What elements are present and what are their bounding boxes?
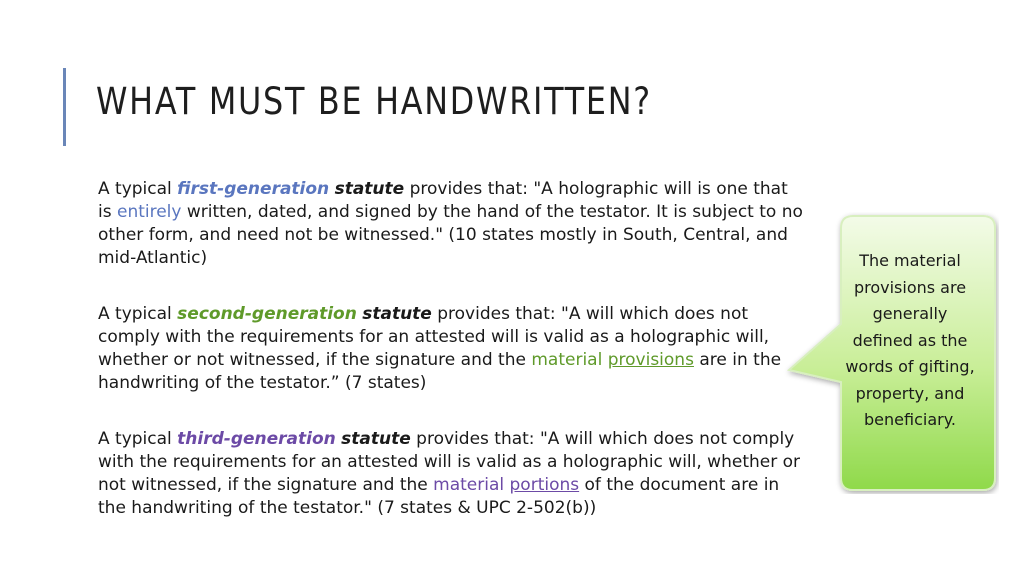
paragraph-third-generation <box>98 428 803 520</box>
text-run: provides that: "A holographic will is one that is <box>98 179 788 222</box>
statute-term: statute <box>362 304 432 324</box>
callout-text: The material provisions are generally defined as the words of gifting, property, and beneficiary. <box>845 251 975 429</box>
text-run: A typical <box>98 304 178 324</box>
portions-term: portions <box>509 475 580 495</box>
text-run: are in the handwriting of the testator.” (7 states) <box>98 350 782 393</box>
text-run: A typical <box>98 429 178 449</box>
slide-title: WHAT MUST BE HANDWRITTEN? <box>96 80 652 123</box>
entirely-term: entirely <box>116 202 182 222</box>
statute-term: statute <box>341 429 411 449</box>
first-generation-term: first-generation <box>177 179 330 199</box>
text-run: A typical <box>98 179 178 199</box>
statute-term: statute <box>334 179 405 199</box>
material-term: material <box>433 475 505 495</box>
speech-bubble-callout <box>783 212 999 494</box>
second-generation-term: second-generation <box>177 304 357 324</box>
paragraph-first-generation <box>98 178 803 270</box>
provisions-term: provisions <box>607 350 694 370</box>
third-generation-term: third-generation <box>177 429 336 449</box>
title-accent-bar <box>63 68 66 146</box>
paragraph-second-generation <box>98 303 803 395</box>
slide-body <box>98 178 803 553</box>
material-term: material <box>531 350 603 370</box>
text-run: written, dated, and signed by the hand of the testator. It is subject to no other form, and need not be witnessed." (10 states mostly in South, Central, and mid-Atlantic) <box>98 202 803 268</box>
text-run: provides that: "A will which does not comply with the requirements for an attested will is valid as a holographic will, whether or not witnessed, if the signature and the <box>98 429 801 495</box>
text-run: of the document are in the handwriting of the testator." (7 states & UPC 2-502(b)) <box>98 475 780 518</box>
text-run: provides that: "A will which does not comply with the requirements for an attested will is valid as a holographic will, whether or not witnessed, if the signature and the <box>98 304 770 370</box>
